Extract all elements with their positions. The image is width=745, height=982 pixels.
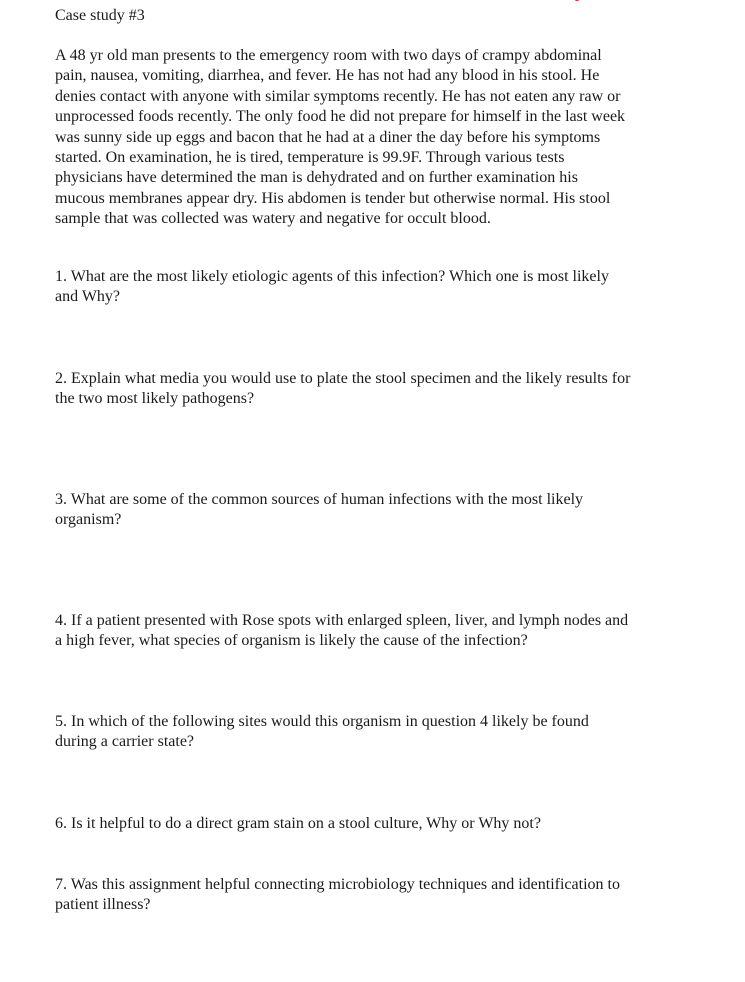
question-text: during a carrier state? <box>55 733 195 751</box>
question-3 <box>55 490 705 531</box>
question-text: 5. In which of the following sites would this organism in question 4 likely be found <box>55 713 589 730</box>
question-text: 6. Is it helpful to do a direct gram stain on a stool culture, Why or Why not? <box>55 815 541 832</box>
question-text: 3. What are some of the common sources of human infections with the most likely <box>55 491 584 508</box>
case-line: was sunny side up eggs and bacon that he had at a diner the day before his symptoms <box>55 128 601 146</box>
case-line: pain, nausea, vomiting, diarrhea, and fever. He has not had any blood in his stool. He <box>55 67 600 85</box>
question-text: 1. What are the most likely etiologic agents of this infection? Which one is most likely <box>55 268 609 285</box>
question-text: organism? <box>55 511 122 529</box>
case-line: denies contact with anyone with similar symptoms recently. He has not eaten any raw or <box>55 87 621 105</box>
case-line: started. On examination, he is tired, temperature is 99.9F. Through various tests <box>55 149 565 167</box>
question-text: a high fever, what species of organism is likely the cause of the infection? <box>55 632 528 650</box>
question-1 <box>55 267 705 308</box>
red-annotation-mark <box>574 0 580 1</box>
question-text: the two most likely pathogens? <box>55 390 255 408</box>
case-study-title: Case study #3 <box>55 7 145 24</box>
question-text: and Why? <box>55 288 121 306</box>
question-text: 4. If a patient presented with Rose spots with enlarged spleen, liver, and lymph nodes and <box>55 612 629 629</box>
case-description <box>55 46 705 230</box>
case-line: physicians have determined the man is dehydrated and on further examination his <box>55 169 578 187</box>
question-text: 7. Was this assignment helpful connecting microbiology techniques and identification to <box>55 876 620 893</box>
case-line: unprocessed foods recently. The only food he did not prepare for himself in the last week <box>55 108 626 126</box>
question-text: patient illness? <box>55 896 151 914</box>
case-line: A 48 yr old man presents to the emergency room with two days of crampy abdominal <box>55 47 602 64</box>
question-text: 2. Explain what media you would use to plate the stool specimen and the likely results for <box>55 370 631 387</box>
case-line: sample that was collected was watery and negative for occult blood. <box>55 210 491 228</box>
question-4 <box>55 611 705 652</box>
case-line: mucous membranes appear dry. His abdomen is tender but otherwise normal. His stool <box>55 189 611 207</box>
question-7 <box>55 875 705 916</box>
question-2 <box>55 369 705 410</box>
question-6 <box>55 814 705 834</box>
question-5 <box>55 712 705 753</box>
